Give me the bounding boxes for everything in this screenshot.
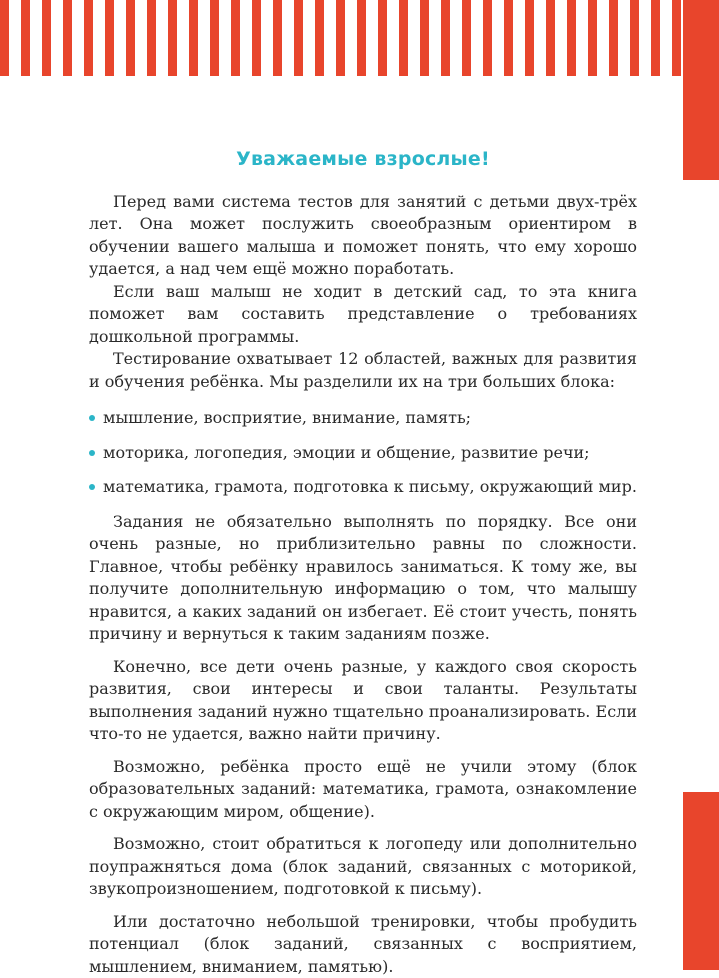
list-item: математика, грамота, подготовка к письму, окружающий мир. bbox=[89, 476, 637, 499]
intro-paragraph-3: Тестирование охватывает 12 областей, важных для развития и обучения ребёнка. Мы разделили их на три больших блока: bbox=[89, 348, 637, 393]
blocks-list bbox=[89, 407, 637, 499]
page-content bbox=[89, 148, 637, 978]
intro-paragraph-1: Перед вами система тестов для занятий с детьми двух-трёх лет. Она может послужить своеобразным ориентиром в обучении вашего малыша и поможет понять, что ему хорошо удается, а над чем ещё можно поработать. bbox=[89, 191, 637, 281]
main-paragraph-1: Задания не обязательно выполнять по порядку. Все они очень разные, но приблизительно равны по сложности. Главное, чтобы ребёнку нравилось заниматься. К тому же, вы получите дополнительную информацию о том, что малышу нравится, а каких заданий он избегает. Её стоит учесть, понять причину и вернуться к таким заданиям позже. bbox=[89, 511, 637, 646]
top-stripe-decoration bbox=[0, 0, 682, 76]
main-paragraph-4: Возможно, стоит обратиться к логопеду или дополнительно поупражняться дома (блок заданий, связанных с моторикой, звукопроизношением, подготовкой к письму). bbox=[89, 833, 637, 901]
list-item: моторика, логопедия, эмоции и общение, развитие речи; bbox=[89, 442, 637, 465]
main-paragraph-2: Конечно, все дети очень разные, у каждого своя скорость развития, свои интересы и свои таланты. Результаты выполнения заданий нужно тщательно проанализировать. Если что-то не удается, важно найти причину. bbox=[89, 656, 637, 746]
list-item: мышление, восприятие, внимание, память; bbox=[89, 407, 637, 430]
main-paragraph-5: Или достаточно небольшой тренировки, чтобы пробудить потенциал (блок заданий, связанных с восприятием, мышлением, вниманием, памятью). bbox=[89, 911, 637, 978]
intro-paragraph-2: Если ваш малыш не ходит в детский сад, то эта книга поможет вам составить представление о требованиях дошкольной программы. bbox=[89, 281, 637, 349]
main-paragraph-3: Возможно, ребёнка просто ещё не учили этому (блок образовательных заданий: математика, грамота, ознакомление с окружающим миром, общение). bbox=[89, 756, 637, 824]
side-tab-top bbox=[683, 0, 719, 180]
page-title: Уважаемые взрослые! bbox=[89, 148, 637, 171]
side-tab-bottom bbox=[683, 792, 719, 970]
